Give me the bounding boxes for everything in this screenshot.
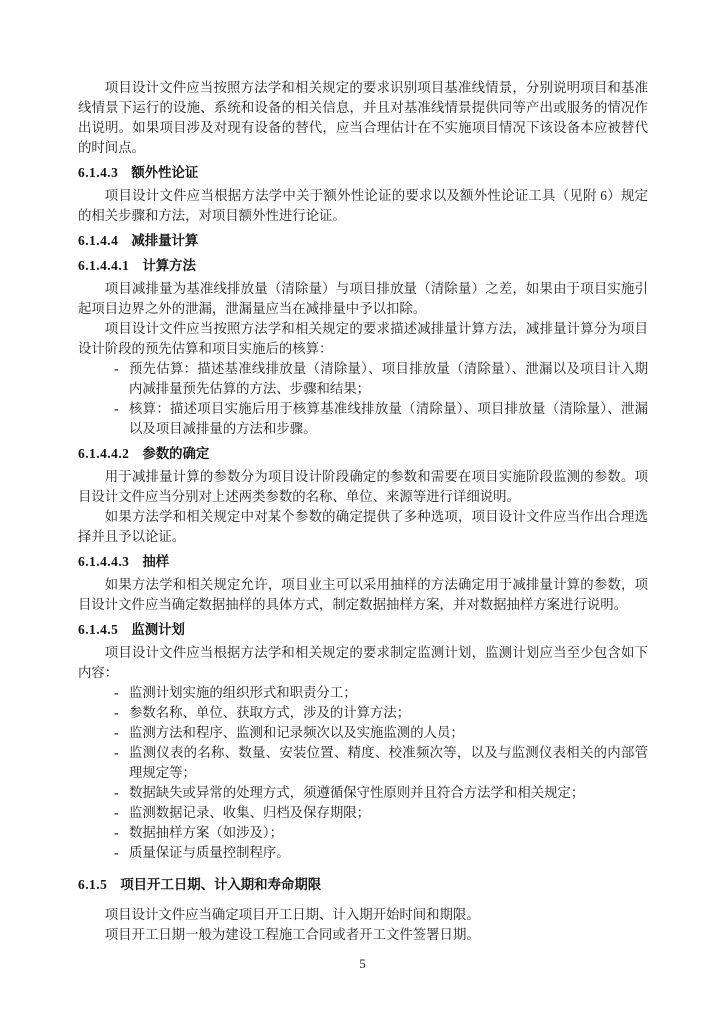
heading-number: 6.1.4.4.3	[78, 554, 130, 569]
heading-6-1-4-5-monitoring-plan	[78, 620, 648, 640]
list-item-verification	[78, 399, 648, 439]
paragraph-calc-method-intro: 项目设计文件应当按照方法学和相关规定的要求描述减排量计算方法，减排量计算分为项目设计阶段的预先估算和项目实施后的核算：	[78, 321, 648, 356]
bullet-dash-icon: -	[114, 825, 119, 840]
heading-6-1-4-4-emission-reduction-calc	[78, 231, 648, 251]
list-item-parameter-names	[78, 703, 648, 723]
bullet-dash-icon: -	[114, 685, 119, 700]
list-item-missing-data	[78, 783, 648, 803]
heading-title: 减排量计算	[131, 233, 199, 248]
heading-title: 额外性论证	[131, 165, 199, 180]
heading-6-1-4-4-1-calc-method	[78, 256, 648, 276]
list-item-instruments	[78, 743, 648, 783]
paragraph-reduction-definition: 项目减排量为基准线排放量（清除量）与项目排放量（清除量）之差，如果由于项目实施引起项目边界之外的泄漏，泄漏量应当在减排量中予以扣除。	[78, 281, 648, 316]
list-item-text: 监测计划实施的组织形式和职责分工；	[129, 685, 357, 700]
list-item-sampling-plan	[78, 823, 648, 843]
list-item-organization	[78, 683, 648, 703]
list-item-text: 核算：描述项目实施后用于核算基准线排放量（清除量）、项目排放量（清除量）、泄漏以及项目减排量的方法和步骤。	[129, 401, 648, 436]
paragraph-sampling: 如果方法学和相关规定允许，项目业主可以采用抽样的方法确定用于减排量计算的参数，项目设计文件应当确定数据抽样的具体方式，制定数据抽样方案，并对数据抽样方案进行说明。	[78, 577, 648, 612]
heading-number: 6.1.4.4.1	[78, 258, 130, 273]
document-body	[78, 78, 648, 945]
bullet-dash-icon: -	[114, 805, 119, 820]
paragraph-baseline-scenario: 项目设计文件应当按照方法学和相关规定的要求识别项目基准线情景，分别说明项目和基准线情景下运行的设施、系统和设备的相关信息，并且对基准线情景提供同等产出或服务的情况作出说明。如果项目涉及对现有设备的替代，应当合理估计在不实施项目情况下该设备本应被替代的时间点。	[78, 80, 648, 155]
paragraph-parameters-types: 用于减排量计算的参数分为项目设计阶段确定的参数和需要在项目实施阶段监测的参数。项目设计文件应当分别对上述两类参数的名称、单位、来源等进行详细说明。	[78, 469, 648, 504]
heading-title: 计算方法	[142, 258, 196, 273]
paragraph-additionality: 项目设计文件应当根据方法学中关于额外性论证的要求以及额外性论证工具（见附 6）规定的相关步骤和方法，对项目额外性进行论证。	[78, 188, 648, 223]
bullet-dash-icon: -	[114, 705, 119, 720]
heading-number: 6.1.4.4	[78, 233, 119, 248]
list-item-text: 数据抽样方案（如涉及）；	[129, 825, 283, 840]
list-item-text: 质量保证与质量控制程序。	[129, 845, 290, 860]
list-item-qa-qc	[78, 843, 648, 863]
paragraph-parameters-options: 如果方法学和相关规定中对某个参数的确定提供了多种选项，项目设计文件应当作出合理选择并且予以论证。	[78, 509, 648, 544]
paragraph-start-date-definition: 项目开工日期一般为建设工程施工合同或者开工文件签署日期。	[104, 927, 480, 942]
bullet-dash-icon: -	[114, 845, 119, 860]
list-item-text: 预先估算：描述基准线排放量（清除量）、项目排放量（清除量）、泄漏以及项目计入期内减排量预先估算的方法、步骤和结果；	[129, 361, 648, 396]
list-item-text: 监测方法和程序、监测和记录频次以及实施监测的人员；	[129, 725, 464, 740]
list-item-data-records	[78, 803, 648, 823]
heading-number: 6.1.4.3	[78, 165, 119, 180]
list-item-monitoring-methods	[78, 723, 648, 743]
heading-number: 6.1.5	[78, 877, 108, 892]
paragraph-monitoring-intro: 项目设计文件应当根据方法学和相关规定的要求制定监测计划，监测计划应当至少包含如下内容：	[78, 645, 648, 680]
heading-title: 监测计划	[131, 622, 185, 637]
bullet-dash-icon: -	[114, 745, 119, 760]
list-item-text: 监测数据记录、收集、归档及保存期限；	[129, 805, 371, 820]
heading-title: 抽样	[142, 554, 170, 569]
heading-title: 参数的确定	[142, 446, 210, 461]
heading-6-1-5-start-date	[78, 875, 648, 895]
bullet-dash-icon: -	[114, 361, 119, 376]
heading-title: 项目开工日期、计入期和寿命期限	[120, 877, 322, 892]
heading-6-1-4-4-2-parameters	[78, 444, 648, 464]
heading-number: 6.1.4.5	[78, 622, 119, 637]
page-footer	[0, 956, 725, 972]
list-item-text: 参数名称、单位、获取方式，涉及的计算方法；	[129, 705, 411, 720]
bullet-dash-icon: -	[114, 725, 119, 740]
list-item-text: 监测仪表的名称、数量、安装位置、精度、校准频次等，以及与监测仪表相关的内部管理规定等；	[129, 745, 648, 780]
bullet-dash-icon: -	[114, 785, 119, 800]
heading-6-1-4-3-additionality	[78, 163, 648, 183]
heading-number: 6.1.4.4.2	[78, 446, 130, 461]
page-number: 5	[359, 956, 366, 971]
bullet-dash-icon: -	[114, 401, 119, 416]
list-item-pre-estimate	[78, 359, 648, 399]
heading-6-1-4-4-3-sampling	[78, 552, 648, 572]
list-item-text: 数据缺失或异常的处理方式，须遵循保守性原则并且符合方法学和相关规定；	[129, 785, 585, 800]
paragraph-start-date-requirement: 项目设计文件应当确定项目开工日期、计入期开始时间和期限。	[104, 907, 480, 922]
